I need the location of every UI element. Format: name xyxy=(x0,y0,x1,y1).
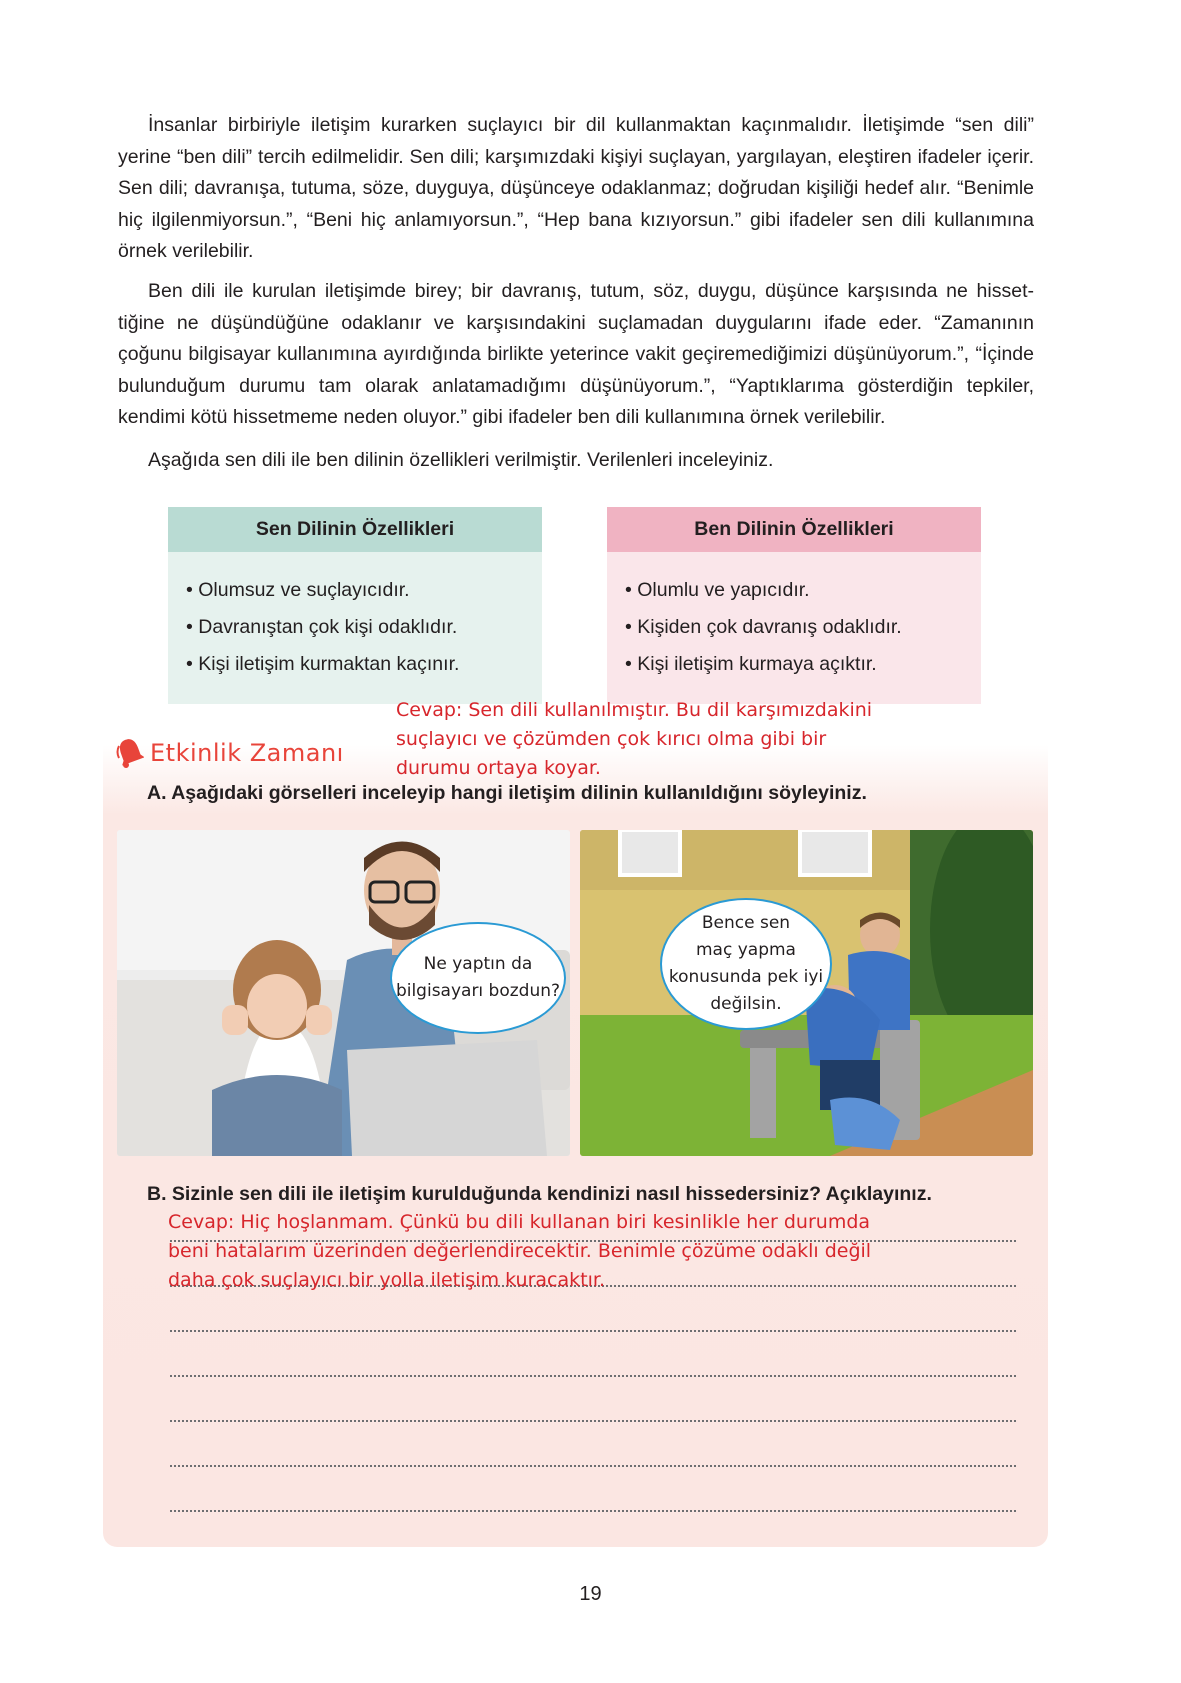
ben-dili-table xyxy=(607,507,981,704)
answer-b-line-1: Cevap: Hiç hoşlanmam. Çünkü bu dili kullanan biri kesinlikle her durumda xyxy=(168,1211,871,1233)
intro-paragraph-sen-dili: İnsanlar birbiriyle iletişim kurarken suçlayıcı bir dil kullanmaktan kaçınmalıdır. İletişimde “sen dili” yerine “ben dili” tercih edilmelidir. Sen dili; karşımızdaki kişiyi suçlayan, yargılayan, eleştiren ifadeler içerir. Sen dili; davranışa, tutuma, söze, duyguya, düşünceye odaklanmaz; doğrudan kişiliği hedef alır. “Benimle hiç ilgilenmiyorsun.”, “Beni hiç anlamıyorsun.”, “Hep bana kızıyorsun.” gibi ifadeler sen dili kullanımına örnek verilebilir. xyxy=(118,114,1034,262)
question-b: B. Sizinle sen dili ile iletişim kurulduğunda kendinizi nasıl hissedersiniz? Açıklayınız. xyxy=(147,1183,932,1205)
answer-line xyxy=(170,1375,1016,1377)
list-item: • Olumsuz ve suçlayıcıdır. xyxy=(186,572,542,609)
question-a: A. Aşağıdaki görselleri inceleyip hangi iletişim dilinin kullanıldığını söyleyiniz. xyxy=(147,782,867,804)
answer-line xyxy=(170,1420,1016,1422)
answer-a-line-1: Cevap: Sen dili kullanılmıştır. Bu dil karşımızdakini xyxy=(396,699,873,721)
list-item: • Kişiden çok davranış odaklıdır. xyxy=(625,609,981,646)
intro-paragraph-ben-dili: Ben dili ile kurulan iletişimde birey; bir davranış, tutum, söz, duygu, düşünce karşısında ne hisset-tiğine ne düşündüğüne odaklanır ve karşısındakini suçlamadan duygularını ifade eder. “Zamanının çoğunu bilgisayar kullanımına ayırdığında birlikte yeterince vakit geçiremediğimizi düşünüyorum.”, “İçinde bulunduğum durumu tam olarak anlatamadığımı düşünüyorum.”, “Yaptıklarıma gösterdiğin tepkiler, kendimi kötü hissetmeme neden oluyor.” gibi ifadeler ben dili kullanımına örnek verilebilir. xyxy=(118,280,1034,428)
answer-b-line-2: beni hatalarım üzerinden değerlendirecektir. Benimle çözüme odaklı değil xyxy=(168,1240,872,1262)
answer-line xyxy=(170,1330,1016,1332)
answer-line xyxy=(170,1510,1016,1512)
answer-b-line-3: daha çok suçlayıcı bir yolla iletişim kuracaktır. xyxy=(168,1269,605,1291)
speech-bubble-1: Ne yaptın da bilgisayarı bozdun? xyxy=(390,922,566,1034)
list-item: • Kişi iletişim kurmaya açıktır. xyxy=(625,646,981,683)
answer-line xyxy=(170,1465,1016,1467)
bell-icon xyxy=(116,736,144,770)
list-item: • Kişi iletişim kurmaktan kaçınır. xyxy=(186,646,542,683)
instruction-paragraph: Aşağıda sen dili ile ben dilinin özellikleri verilmiştir. Verilenleri inceleyiniz. xyxy=(148,449,774,471)
speech-bubble-2: Bence sen maç yapma konusunda pek iyi değilsin. xyxy=(660,898,832,1030)
activity-title: Etkinlik Zamanı xyxy=(116,733,346,773)
ben-dili-list xyxy=(607,572,981,683)
ben-dili-table-title: Ben Dilinin Özellikleri xyxy=(607,507,981,552)
list-item: • Davranıştan çok kişi odaklıdır. xyxy=(186,609,542,646)
list-item: • Olumlu ve yapıcıdır. xyxy=(625,572,981,609)
sen-dili-list xyxy=(168,572,542,683)
answer-a-line-3: durumu ortaya koyar. xyxy=(396,757,601,779)
answer-a-line-2: suçlayıcı ve çözümden çok kırıcı olma gibi bir xyxy=(396,728,827,750)
sen-dili-table-title: Sen Dilinin Özellikleri xyxy=(168,507,542,552)
sen-dili-table xyxy=(168,507,542,704)
page-number: 19 xyxy=(579,1583,602,1605)
